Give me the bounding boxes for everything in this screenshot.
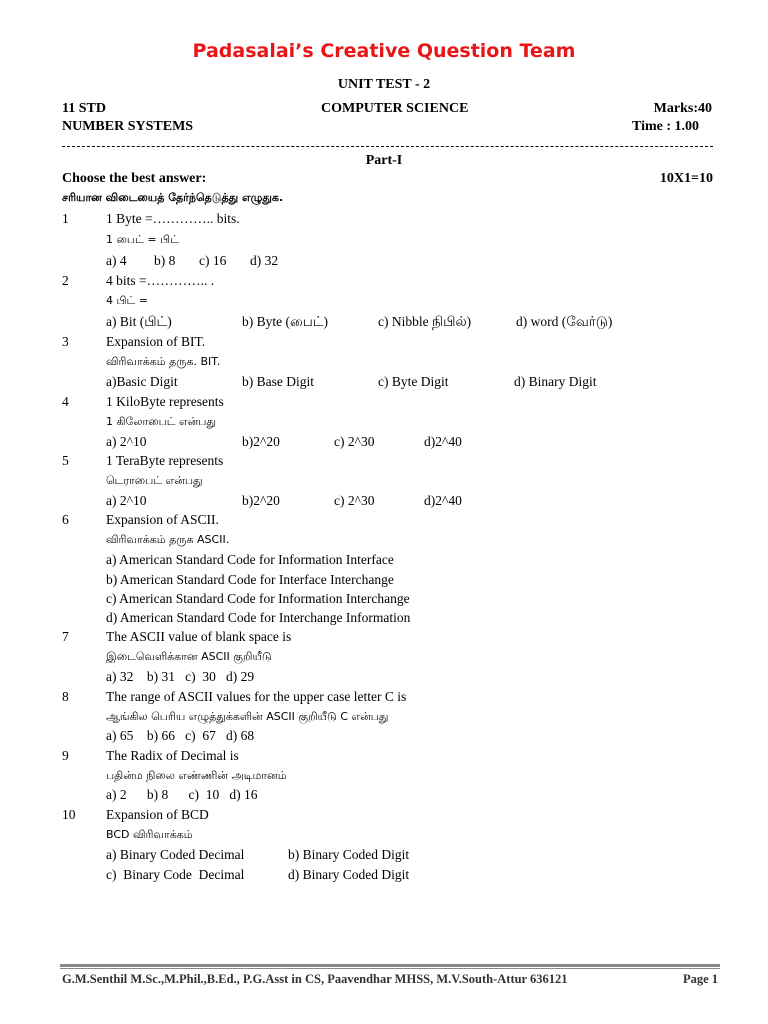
question-number: 4 — [62, 394, 69, 409]
option: a) 4 — [106, 253, 127, 268]
option: a) 2^10 — [106, 493, 147, 508]
question-text: The Radix of Decimal is — [106, 748, 239, 763]
option: a) 32 b) 31 c) 30 d) 29 — [106, 669, 255, 684]
option: a) Binary Coded Decimal — [106, 847, 245, 862]
question-text: 4 bits =………….. . — [106, 273, 215, 288]
option: b) American Standard Code for Interface Interchange — [106, 572, 394, 587]
question-text: 1 KiloByte represents — [106, 394, 224, 409]
option: d) word (வேர்டு) — [516, 314, 613, 329]
instruction-row — [62, 171, 713, 187]
question-tamil: 1 பைட் = பிட் — [106, 233, 179, 246]
question-tamil: இடைவெளிக்கான ASCII குறியீடு — [106, 650, 272, 663]
question-number: 9 — [62, 748, 69, 763]
option: a) 2 b) 8 c) 10 d) 16 — [106, 787, 258, 802]
instruction-tamil: சரியான விடையைத் தேர்ந்தெடுத்து எழுதுக. — [62, 191, 284, 204]
question-text: Expansion of ASCII. — [106, 512, 219, 527]
time-label: Time : 1.00 — [631, 119, 699, 134]
option: a)Basic Digit — [106, 374, 178, 389]
option: b) Binary Coded Digit — [288, 847, 410, 862]
footer-author: G.M.Senthil M.Sc.,M.Phil.,B.Ed., P.G.Asst in CS, Paavendhar MHSS, M.V.South-Attur 636121 — [62, 972, 568, 986]
question-text: 1 Byte =………….. bits. — [106, 211, 240, 226]
question-text: Expansion of BIT. — [106, 334, 206, 349]
option: a) 2^10 — [106, 434, 147, 449]
part-heading: Part-I — [365, 153, 403, 168]
question-tamil: விரிவாக்கம் தருக ASCII. — [106, 533, 230, 546]
option: c) 2^30 — [334, 434, 375, 449]
option: d) Binary Digit — [514, 374, 597, 389]
footer — [62, 972, 718, 987]
question-text: The ASCII value of blank space is — [106, 629, 292, 644]
page-title: Padasalai’s Creative Question Team — [192, 40, 576, 62]
option: c) 16 — [199, 253, 227, 268]
option: a) Bit (பிட்) — [106, 314, 172, 329]
unit-test-label: UNIT TEST - 2 — [337, 77, 431, 92]
option: c) Byte Digit — [378, 374, 449, 389]
option: a) 65 b) 66 c) 67 d) 68 — [106, 728, 255, 743]
question-number: 8 — [62, 689, 69, 704]
footer-rule-thin — [60, 968, 720, 969]
marks-label: Marks:40 — [653, 101, 712, 116]
option: b)2^20 — [242, 493, 280, 508]
option: c) Nibble நிபில்) — [378, 314, 472, 329]
option: b) Byte (பைட்) — [242, 314, 329, 329]
option: d)2^40 — [424, 434, 462, 449]
question-text: Expansion of BCD — [106, 807, 209, 822]
question-tamil: விரிவாக்கம் தருக. BIT. — [106, 355, 221, 368]
question-text: 1 TeraByte represents — [106, 453, 224, 468]
question-number: 1 — [62, 211, 69, 226]
option: d) 32 — [250, 253, 279, 268]
option: d)2^40 — [424, 493, 462, 508]
question-number: 7 — [62, 629, 69, 644]
subject-label: COMPUTER SCIENCE — [321, 101, 469, 116]
option: b) Base Digit — [242, 374, 314, 389]
question-tamil: BCD விரிவாக்கம் — [106, 828, 193, 841]
footer-rule — [60, 964, 720, 967]
question-tamil: ஆங்கில பெரிய எழுத்துக்களின் ASCII குறியீடு C என்பது — [106, 710, 389, 723]
option: b) 8 — [154, 253, 176, 268]
question-number: 3 — [62, 334, 69, 349]
question-number: 6 — [62, 512, 69, 527]
question-tamil: 4 பிட் = — [106, 294, 148, 307]
dashed-divider — [62, 146, 713, 147]
instruction-marks: 10X1=10 — [659, 171, 713, 186]
question-number: 10 — [62, 807, 76, 822]
option: b)2^20 — [242, 434, 280, 449]
option: c) Binary Code Decimal — [106, 867, 245, 882]
question-tamil: பதின்ம நிலை எண்ணின் அடிமானம் — [106, 769, 287, 782]
option: c) 2^30 — [334, 493, 375, 508]
question-number: 5 — [62, 453, 69, 468]
option: d) American Standard Code for Interchange Information — [106, 610, 411, 625]
question-tamil: 1 கிலோபைட் என்பது — [106, 415, 217, 428]
question-text: The range of ASCII values for the upper case letter C is — [106, 689, 407, 704]
option: c) American Standard Code for Information Interchange — [106, 591, 410, 606]
question-tamil: டெராபைட் என்பது — [106, 474, 203, 487]
instruction-text: Choose the best answer: — [62, 171, 207, 186]
option: a) American Standard Code for Information Interface — [106, 552, 394, 567]
std-label: 11 STD — [62, 101, 106, 116]
topic-label: NUMBER SYSTEMS — [62, 119, 194, 134]
question-number: 2 — [62, 273, 69, 288]
option: d) Binary Coded Digit — [288, 867, 410, 882]
page-number: Page 1 — [682, 972, 718, 986]
